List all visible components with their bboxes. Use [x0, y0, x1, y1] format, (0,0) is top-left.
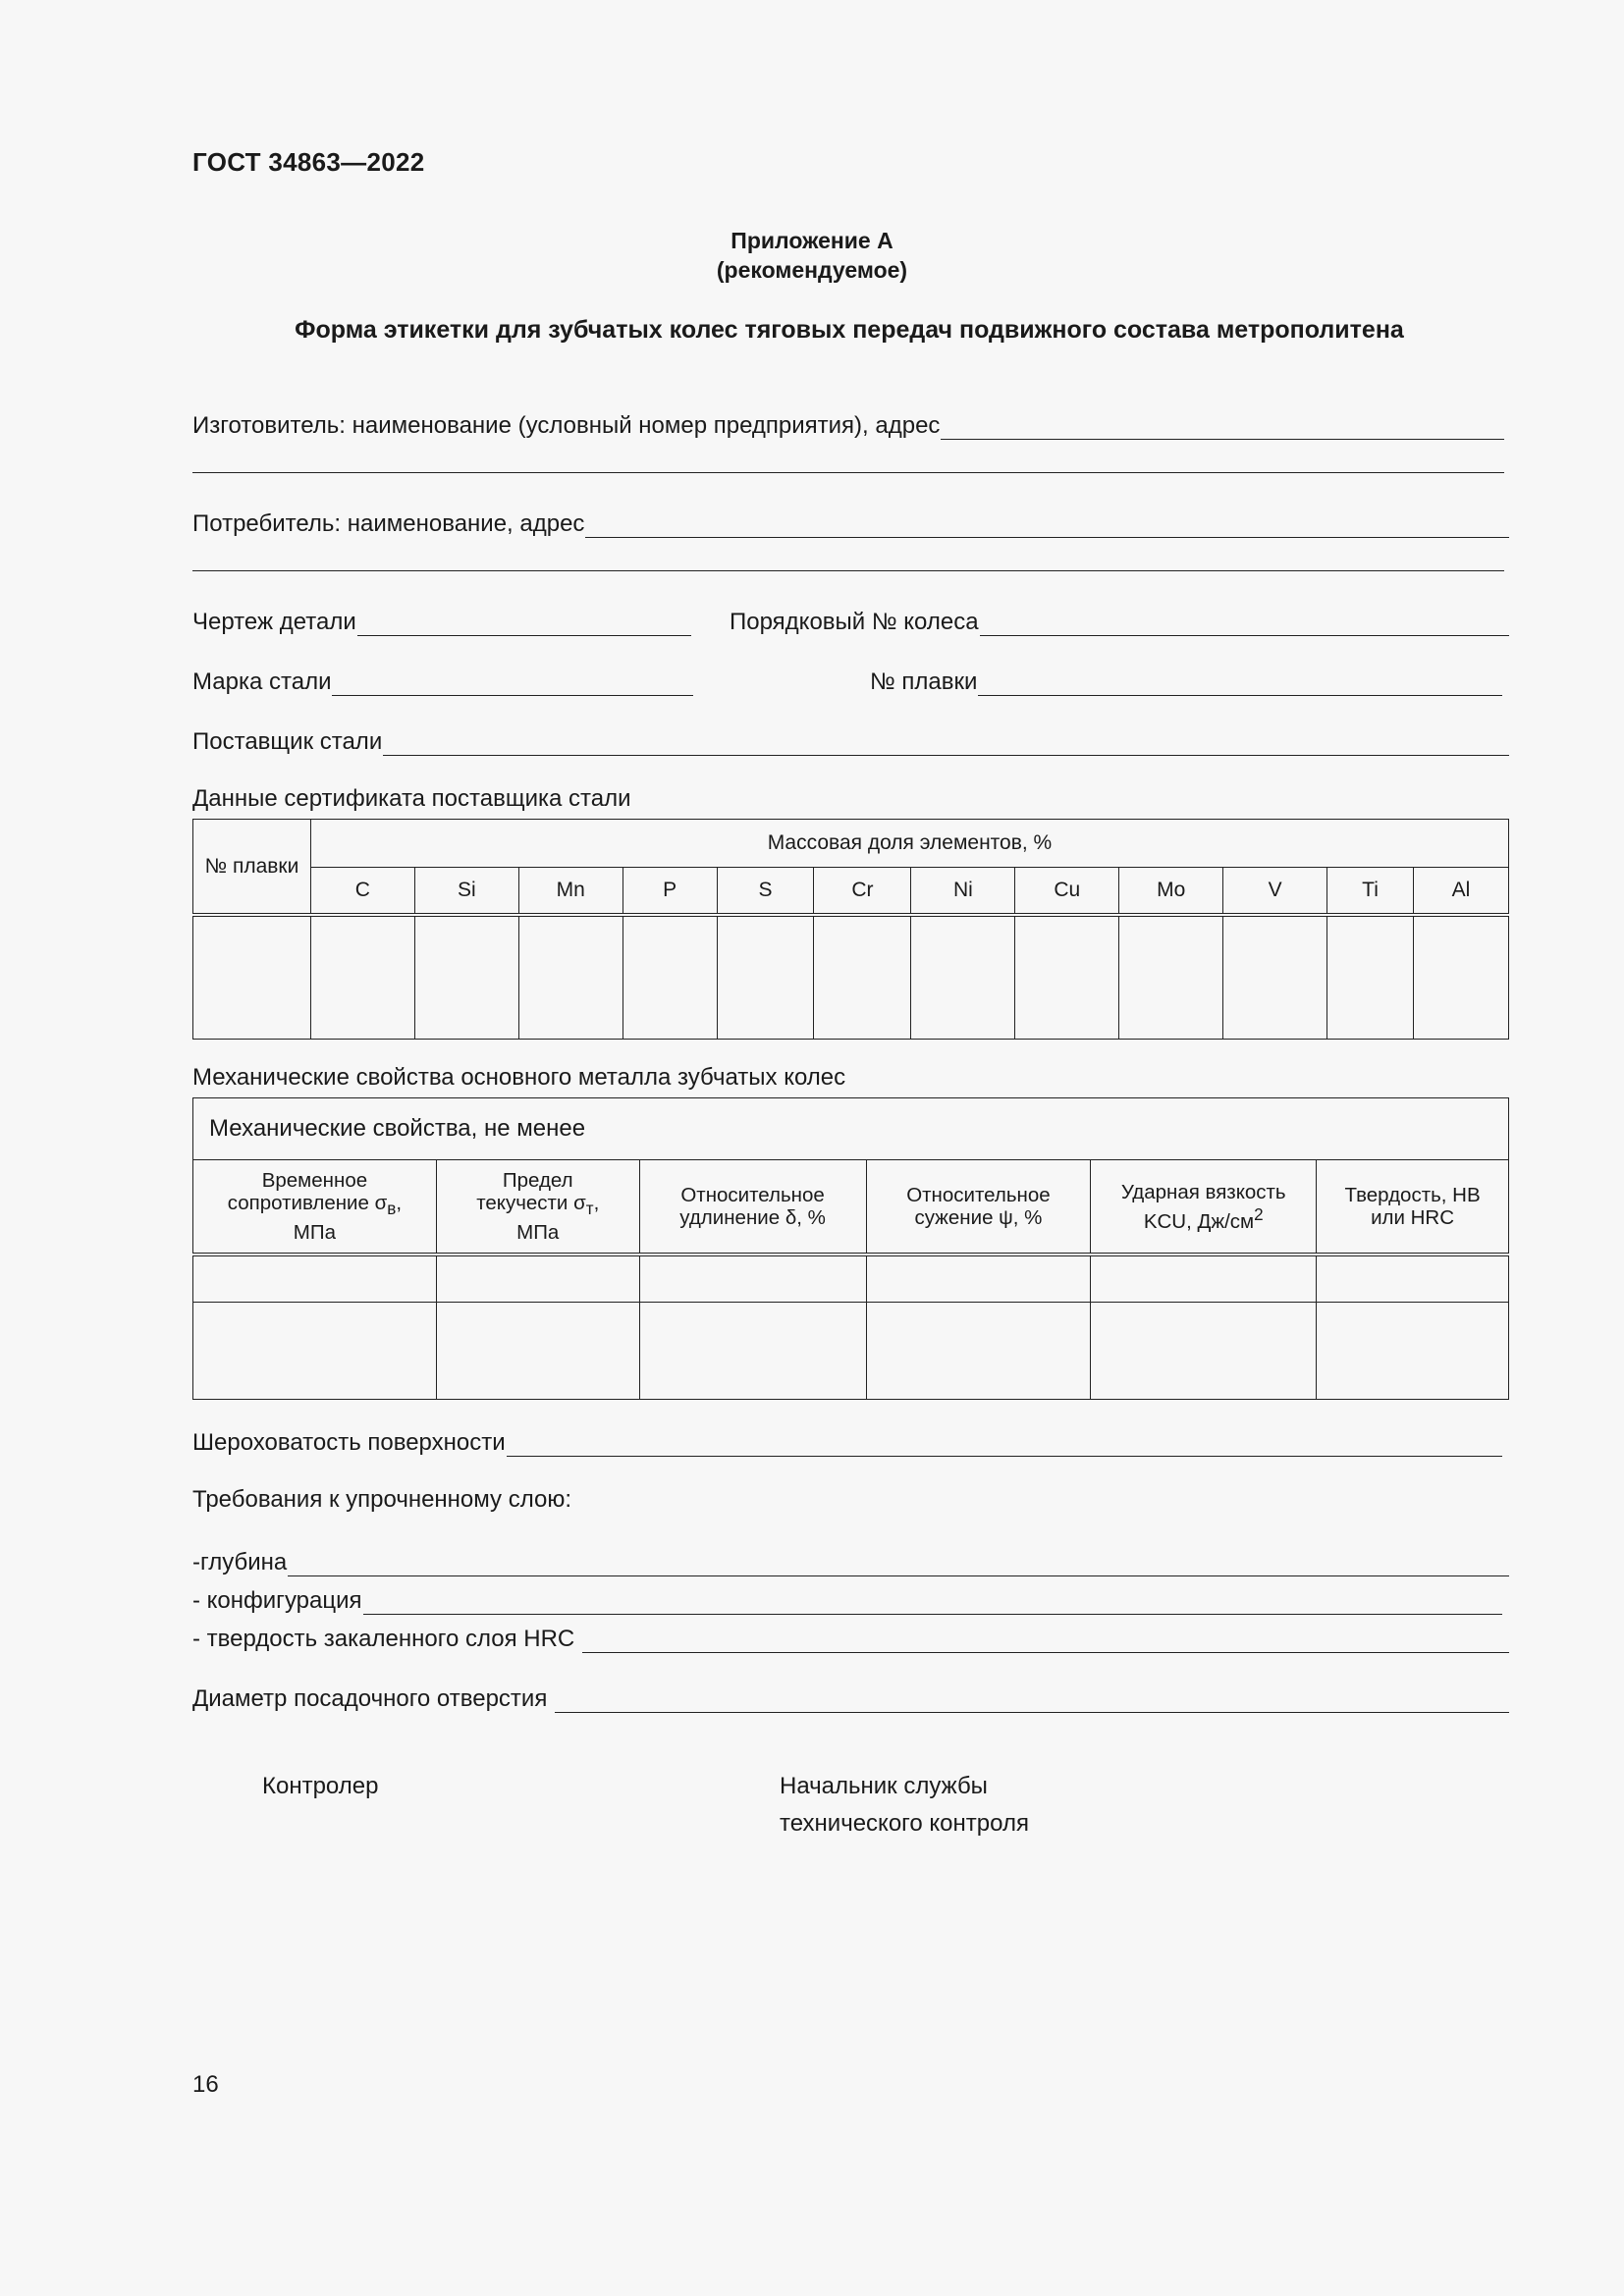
element-header: Cr — [814, 868, 911, 916]
appendix-heading — [0, 226, 1624, 285]
consumer-field[interactable] — [192, 505, 1509, 538]
configuration-field[interactable] — [192, 1581, 1502, 1615]
table-cell[interactable] — [193, 915, 311, 1040]
roughness-fill-line[interactable] — [507, 1430, 1502, 1457]
melt-number-field[interactable] — [870, 663, 1502, 696]
melt-number-header: № плавки — [193, 820, 311, 916]
element-header: Ni — [911, 868, 1015, 916]
table-row — [193, 1255, 1509, 1303]
chem-composition-table — [192, 819, 1509, 1040]
page-number: 16 — [192, 2071, 219, 2098]
table-cell[interactable] — [866, 1255, 1091, 1303]
element-header: Si — [414, 868, 518, 916]
element-header: Ti — [1327, 868, 1414, 916]
table-cell[interactable] — [911, 915, 1015, 1040]
table-cell[interactable] — [1327, 915, 1414, 1040]
elongation-header: Относительное удлинение δ, % — [639, 1160, 866, 1255]
yield-strength-header: Предел текучести $\sigma_т$, МПа — [436, 1160, 639, 1255]
configuration-label: - конфигурация — [192, 1587, 362, 1614]
bore-diameter-fill-line[interactable] — [555, 1686, 1509, 1713]
table-row — [193, 1303, 1509, 1400]
table-cell[interactable] — [639, 1303, 866, 1400]
steel-grade-label: Марка стали — [192, 668, 332, 695]
chief-signature — [780, 1767, 1029, 1843]
table-cell[interactable] — [717, 915, 814, 1040]
mass-fraction-header: Массовая доля элементов, % — [310, 820, 1508, 868]
table-cell[interactable] — [1317, 1255, 1509, 1303]
manufacturer-field[interactable] — [192, 406, 1504, 440]
element-header: S — [717, 868, 814, 916]
wheel-number-field[interactable] — [730, 603, 1509, 636]
impact-strength-header: Ударная вязкость KCU, $Дж/см^2$ — [1091, 1160, 1317, 1255]
steel-supplier-field[interactable] — [192, 722, 1509, 756]
table-cell[interactable] — [1091, 1303, 1317, 1400]
element-header: Al — [1413, 868, 1508, 916]
steel-supplier-fill-line[interactable] — [383, 729, 1509, 756]
mech-header-row — [193, 1160, 1509, 1255]
chief-title-line-2: технического контроля — [780, 1810, 1029, 1837]
chem-header-row — [193, 820, 1509, 868]
wheel-number-fill-line[interactable] — [980, 610, 1509, 636]
configuration-fill-line[interactable] — [363, 1588, 1502, 1615]
layer-hardness-label: - твердость закаленного слоя HRC — [192, 1626, 581, 1652]
controller-signature: Контролер — [262, 1773, 379, 1799]
mechanical-properties-table — [192, 1097, 1509, 1400]
mech-table-caption: Механические свойства основного металла зубчатых колес — [192, 1064, 846, 1091]
document-code: ГОСТ 34863—2022 — [192, 147, 425, 177]
appendix-title: Приложение А — [731, 228, 893, 253]
chief-title-line-1: Начальник службы — [780, 1773, 988, 1799]
table-cell[interactable] — [1223, 915, 1327, 1040]
table-cell[interactable] — [1413, 915, 1508, 1040]
bore-diameter-label: Диаметр посадочного отверстия — [192, 1685, 554, 1712]
contraction-header: Относительное сужение ψ, % — [866, 1160, 1091, 1255]
drawing-field[interactable] — [192, 603, 691, 636]
hardness-header: Твердость, HB или HRC — [1317, 1160, 1509, 1255]
form-title: Форма этикетки для зубчатых колес тяговых передач подвижного состава метрополитена — [295, 316, 1404, 344]
consumer-label: Потребитель: наименование, адрес — [192, 510, 585, 537]
steel-grade-fill-line[interactable] — [332, 669, 693, 696]
appendix-status: (рекомендуемое) — [716, 257, 908, 283]
table-cell[interactable] — [1119, 915, 1223, 1040]
table-cell[interactable] — [814, 915, 911, 1040]
consumer-continuation-line[interactable] — [192, 570, 1504, 571]
steel-supplier-label: Поставщик стали — [192, 728, 383, 755]
table-cell[interactable] — [518, 915, 623, 1040]
depth-label: -глубина — [192, 1549, 288, 1575]
table-cell[interactable] — [1091, 1255, 1317, 1303]
element-header: V — [1223, 868, 1327, 916]
mech-caption-row — [193, 1098, 1509, 1160]
consumer-fill-line[interactable] — [585, 511, 1509, 538]
table-cell[interactable] — [639, 1255, 866, 1303]
element-header: C — [310, 868, 414, 916]
manufacturer-fill-line[interactable] — [941, 413, 1504, 440]
table-cell[interactable] — [436, 1303, 639, 1400]
layer-requirements-label: Требования к упрочненному слою: — [192, 1486, 572, 1513]
table-cell[interactable] — [193, 1255, 437, 1303]
element-header: Mn — [518, 868, 623, 916]
depth-fill-line[interactable] — [288, 1550, 1509, 1576]
bore-diameter-field[interactable] — [192, 1680, 1509, 1713]
table-cell[interactable] — [866, 1303, 1091, 1400]
manufacturer-continuation-line[interactable] — [192, 472, 1504, 473]
wheel-number-label: Порядковый № колеса — [730, 609, 979, 635]
drawing-label: Чертеж детали — [192, 609, 356, 635]
table-cell[interactable] — [1015, 915, 1119, 1040]
element-header: P — [623, 868, 717, 916]
roughness-field[interactable] — [192, 1423, 1502, 1457]
tensile-strength-header: Временное сопротивление $\sigma_в$, МПа — [193, 1160, 437, 1255]
mech-inner-caption: Механические свойства, не менее — [193, 1098, 1509, 1160]
element-header: Cu — [1015, 868, 1119, 916]
table-cell[interactable] — [414, 915, 518, 1040]
chem-elements-row — [193, 868, 1509, 916]
melt-number-label: № плавки — [870, 668, 978, 695]
manufacturer-label: Изготовитель: наименование (условный номер предприятия), адрес — [192, 412, 941, 439]
table-cell[interactable] — [623, 915, 717, 1040]
layer-hardness-field[interactable] — [192, 1620, 1509, 1653]
drawing-fill-line[interactable] — [357, 610, 691, 636]
melt-number-fill-line[interactable] — [978, 669, 1502, 696]
layer-hardness-fill-line[interactable] — [582, 1627, 1509, 1653]
chem-table-caption: Данные сертификата поставщика стали — [192, 785, 631, 812]
table-row — [193, 915, 1509, 1040]
element-header: Mo — [1119, 868, 1223, 916]
table-cell[interactable] — [193, 1303, 437, 1400]
table-cell[interactable] — [436, 1255, 639, 1303]
depth-field[interactable] — [192, 1543, 1509, 1576]
steel-grade-field[interactable] — [192, 663, 693, 696]
table-cell[interactable] — [1317, 1303, 1509, 1400]
table-cell[interactable] — [310, 915, 414, 1040]
roughness-label: Шероховатость поверхности — [192, 1429, 506, 1456]
